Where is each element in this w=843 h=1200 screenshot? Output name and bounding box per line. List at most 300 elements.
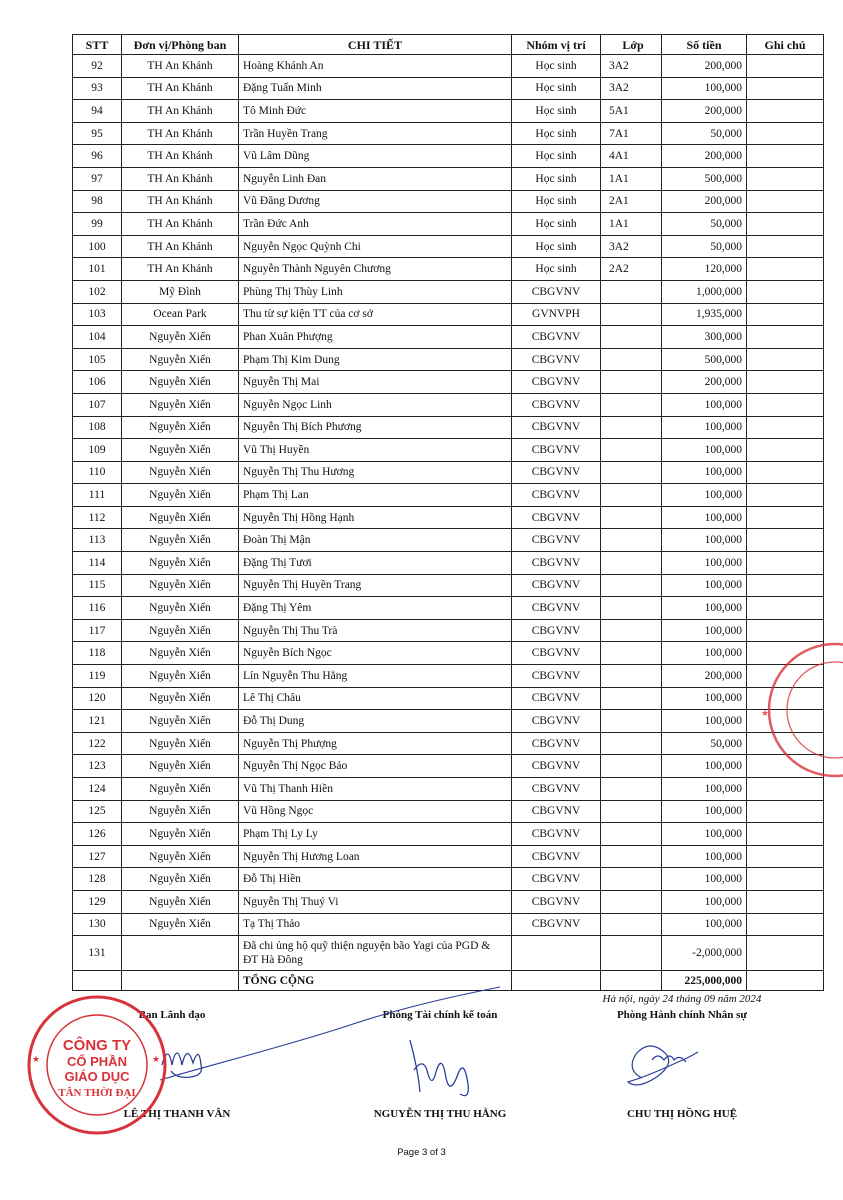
cell-group: CBGVNV: [512, 665, 601, 688]
table-row: [73, 167, 824, 190]
cell-note: [747, 100, 824, 123]
cell-unit: TH An Khánh: [122, 145, 239, 168]
cell-group: Học sinh: [512, 190, 601, 213]
cell-amount: 100,000: [662, 755, 747, 778]
cell-unit: Nguyễn Xiển: [122, 529, 239, 552]
cell-note: [747, 823, 824, 846]
table-row: [73, 348, 824, 371]
cell-group: GVNVPH: [512, 303, 601, 326]
cell-stt: 107: [73, 393, 122, 416]
cell-unit: Ocean Park: [122, 303, 239, 326]
finance-title: Phòng Tài chính kế toán: [382, 1009, 498, 1021]
cell-unit: TH An Khánh: [122, 77, 239, 100]
table-row: [73, 890, 824, 913]
cell-stt: 130: [73, 913, 122, 936]
cell-stt: 112: [73, 506, 122, 529]
cell-amount: 100,000: [662, 506, 747, 529]
cell-class: [601, 416, 662, 439]
cell-stt: 116: [73, 597, 122, 620]
cell-amount: 100,000: [662, 890, 747, 913]
table-row: [73, 280, 824, 303]
cell-stt: [73, 971, 122, 991]
table-row: [73, 642, 824, 665]
cell-class: 1A1: [601, 213, 662, 236]
cell-class: [601, 371, 662, 394]
cell-group: Học sinh: [512, 77, 601, 100]
cell-stt: 115: [73, 574, 122, 597]
page-number: Page 3 of 3: [397, 1147, 446, 1158]
cell-amount: 50,000: [662, 235, 747, 258]
cell-group: CBGVNV: [512, 529, 601, 552]
cell-class: 4A1: [601, 145, 662, 168]
cell-stt: 125: [73, 800, 122, 823]
cell-stt: 111: [73, 484, 122, 507]
cell-stt: 106: [73, 371, 122, 394]
cell-unit: TH An Khánh: [122, 235, 239, 258]
cell-stt: 127: [73, 845, 122, 868]
cell-stt: 94: [73, 100, 122, 123]
cell-class: [601, 506, 662, 529]
cell-detail: Nguyễn Thành Nguyên Chương: [239, 258, 512, 281]
cell-amount: 500,000: [662, 348, 747, 371]
cell-note: [747, 122, 824, 145]
cell-unit: Nguyễn Xiển: [122, 574, 239, 597]
table-row-last: [73, 936, 824, 971]
cell-amount: 100,000: [662, 823, 747, 846]
partial-stamp-icon: [755, 640, 843, 780]
table-row: [73, 529, 824, 552]
cell-note: [747, 303, 824, 326]
cell-note: [747, 778, 824, 801]
cell-unit: Nguyễn Xiển: [122, 755, 239, 778]
cell-amount: 100,000: [662, 710, 747, 733]
table-row: [73, 122, 824, 145]
cell-amount: -2,000,000: [662, 936, 747, 971]
cell-class: 2A1: [601, 190, 662, 213]
header-class: Lớp: [601, 35, 662, 55]
cell-group: CBGVNV: [512, 461, 601, 484]
hr-name: CHU THỊ HỒNG HUỆ: [626, 1108, 738, 1120]
cell-amount: 50,000: [662, 213, 747, 236]
cell-group: CBGVNV: [512, 416, 601, 439]
cell-stt: 96: [73, 145, 122, 168]
cell-group: CBGVNV: [512, 506, 601, 529]
cell-group: Học sinh: [512, 213, 601, 236]
cell-amount: 100,000: [662, 484, 747, 507]
cell-note: [747, 868, 824, 891]
cell-class: [601, 778, 662, 801]
cell-class: [601, 574, 662, 597]
cell-group: CBGVNV: [512, 619, 601, 642]
cell-amount: 100,000: [662, 913, 747, 936]
cell-group: CBGVNV: [512, 868, 601, 891]
cell-note: [747, 348, 824, 371]
cell-group: Học sinh: [512, 258, 601, 281]
table-row: [73, 235, 824, 258]
stamp-line-1: CÔNG TY: [62, 1037, 132, 1054]
cell-amount: 100,000: [662, 868, 747, 891]
cell-stt: 95: [73, 122, 122, 145]
cell-unit: Nguyễn Xiển: [122, 439, 239, 462]
cell-amount: 500,000: [662, 167, 747, 190]
cell-unit: Nguyễn Xiển: [122, 845, 239, 868]
cell-class: 3A2: [601, 55, 662, 78]
cell-detail: Phùng Thị Thùy Linh: [239, 280, 512, 303]
cell-note: [747, 800, 824, 823]
cell-class: [601, 687, 662, 710]
cell-unit: Nguyễn Xiển: [122, 461, 239, 484]
table-row: [73, 597, 824, 620]
cell-amount: 200,000: [662, 55, 747, 78]
cell-detail: Nguyễn Bích Ngọc: [239, 642, 512, 665]
cell-detail: Hoàng Khánh An: [239, 55, 512, 78]
cell-amount: 300,000: [662, 326, 747, 349]
stamp-line-2: CỔ PHẦN: [67, 1054, 127, 1069]
cell-stt: 109: [73, 439, 122, 462]
cell-detail: Tạ Thị Thảo: [239, 913, 512, 936]
table-row: [73, 303, 824, 326]
cell-class: [601, 303, 662, 326]
cell-stt: 99: [73, 213, 122, 236]
header-unit: Đơn vị/Phòng ban: [122, 35, 239, 55]
table-row: [73, 710, 824, 733]
cell-class: [601, 665, 662, 688]
cell-stt: 98: [73, 190, 122, 213]
cell-group: CBGVNV: [512, 890, 601, 913]
cell-detail: Nguyễn Thị Hồng Hạnh: [239, 506, 512, 529]
table-row: [73, 574, 824, 597]
donation-table: [72, 34, 824, 991]
cell-unit: Nguyễn Xiển: [122, 552, 239, 575]
leadership-name: LÊ THỊ THANH VÂN: [123, 1108, 231, 1120]
cell-class: [601, 845, 662, 868]
cell-detail: Nguyễn Thị Phượng: [239, 732, 512, 755]
cell-detail: Vũ Lâm Dũng: [239, 145, 512, 168]
cell-stt: 100: [73, 235, 122, 258]
table-row: [73, 145, 824, 168]
cell-detail: Đỗ Thị Hiền: [239, 868, 512, 891]
cell-group: CBGVNV: [512, 552, 601, 575]
cell-detail: Nguyễn Thị Ngọc Bảo: [239, 755, 512, 778]
cell-stt: 121: [73, 710, 122, 733]
cell-detail: Nguyễn Thị Mai: [239, 371, 512, 394]
table-row: [73, 552, 824, 575]
cell-stt: 128: [73, 868, 122, 891]
cell-unit: [122, 936, 239, 971]
cell-stt: 105: [73, 348, 122, 371]
table-row: [73, 77, 824, 100]
table-row: [73, 461, 824, 484]
cell-stt: 108: [73, 416, 122, 439]
cell-note: [747, 936, 824, 971]
cell-detail: Tô Minh Đức: [239, 100, 512, 123]
cell-stt: 117: [73, 619, 122, 642]
table-row: [73, 258, 824, 281]
cell-amount: 100,000: [662, 574, 747, 597]
table-row: [73, 506, 824, 529]
cell-class: 5A1: [601, 100, 662, 123]
cell-stt: 102: [73, 280, 122, 303]
table-row: [73, 913, 824, 936]
cell-stt: 92: [73, 55, 122, 78]
cell-group: CBGVNV: [512, 280, 601, 303]
cell-detail: Nguyễn Ngọc Linh: [239, 393, 512, 416]
cell-detail: Nguyễn Thị Bích Phương: [239, 416, 512, 439]
cell-note: [747, 167, 824, 190]
table-row: [73, 755, 824, 778]
cell-detail: Phạm Thị Lan: [239, 484, 512, 507]
cell-class: [601, 823, 662, 846]
cell-detail: Vũ Hồng Ngọc: [239, 800, 512, 823]
header-amount: Số tiền: [662, 35, 747, 55]
cell-unit: TH An Khánh: [122, 190, 239, 213]
cell-amount: 1,000,000: [662, 280, 747, 303]
cell-detail: Vũ Thị Thanh Hiền: [239, 778, 512, 801]
cell-amount: 1,935,000: [662, 303, 747, 326]
cell-class: [601, 971, 662, 991]
cell-detail: Phạm Thị Kim Dung: [239, 348, 512, 371]
cell-note: [747, 439, 824, 462]
cell-amount: 100,000: [662, 416, 747, 439]
cell-unit: Nguyễn Xiển: [122, 868, 239, 891]
cell-class: 3A2: [601, 235, 662, 258]
cell-class: [601, 800, 662, 823]
cell-stt: 131: [73, 936, 122, 971]
cell-amount: 100,000: [662, 393, 747, 416]
cell-group: CBGVNV: [512, 687, 601, 710]
table-row: [73, 732, 824, 755]
cell-group: CBGVNV: [512, 371, 601, 394]
cell-note: [747, 597, 824, 620]
cell-detail: Lê Thị Châu: [239, 687, 512, 710]
header-stt: STT: [73, 35, 122, 55]
cell-detail: Nguyễn Thị Thu Hương: [239, 461, 512, 484]
cell-group: CBGVNV: [512, 348, 601, 371]
cell-class: [601, 890, 662, 913]
company-stamp-icon: [22, 990, 172, 1140]
cell-stt: 118: [73, 642, 122, 665]
cell-group: CBGVNV: [512, 823, 601, 846]
cell-note: [747, 845, 824, 868]
cell-detail: Nguyễn Thị Thuý Vi: [239, 890, 512, 913]
cell-unit: TH An Khánh: [122, 55, 239, 78]
cell-detail: Nguyễn Linh Đan: [239, 167, 512, 190]
table-row: [73, 416, 824, 439]
total-amount: 225,000,000: [662, 971, 747, 991]
cell-class: [601, 597, 662, 620]
cell-detail: Trần Đức Anh: [239, 213, 512, 236]
cell-amount: 200,000: [662, 100, 747, 123]
cell-stt: 129: [73, 890, 122, 913]
cell-class: [601, 642, 662, 665]
cell-class: [601, 348, 662, 371]
cell-note: [747, 145, 824, 168]
cell-amount: 100,000: [662, 439, 747, 462]
cell-group: CBGVNV: [512, 597, 601, 620]
table-row: [73, 55, 824, 78]
table-row: [73, 619, 824, 642]
cell-group: Học sinh: [512, 235, 601, 258]
cell-amount: 50,000: [662, 732, 747, 755]
cell-unit: Nguyễn Xiển: [122, 416, 239, 439]
cell-unit: Nguyễn Xiển: [122, 800, 239, 823]
cell-detail: Vũ Thị Huyền: [239, 439, 512, 462]
table-header-row: [73, 35, 824, 55]
table-row: [73, 823, 824, 846]
cell-note: [747, 971, 824, 991]
cell-group: CBGVNV: [512, 710, 601, 733]
svg-text:★: ★: [152, 1054, 161, 1064]
stamp-line-3: GIÁO DỤC: [64, 1069, 130, 1084]
cell-unit: TH An Khánh: [122, 122, 239, 145]
cell-note: [747, 326, 824, 349]
table-row: [73, 845, 824, 868]
cell-stt: 113: [73, 529, 122, 552]
cell-note: [747, 371, 824, 394]
cell-note: [747, 529, 824, 552]
cell-note: [747, 552, 824, 575]
cell-group: Học sinh: [512, 122, 601, 145]
cell-unit: TH An Khánh: [122, 100, 239, 123]
cell-amount: 100,000: [662, 642, 747, 665]
cell-group: Học sinh: [512, 145, 601, 168]
cell-amount: 100,000: [662, 529, 747, 552]
cell-note: [747, 416, 824, 439]
cell-class: [601, 936, 662, 971]
total-label: TỔNG CỘNG: [239, 971, 512, 991]
leadership-title: Ban Lãnh đạo: [138, 1009, 206, 1021]
cell-note: [747, 77, 824, 100]
cell-class: 1A1: [601, 167, 662, 190]
cell-unit: Nguyễn Xiển: [122, 913, 239, 936]
cell-class: [601, 393, 662, 416]
cell-class: [601, 710, 662, 733]
cell-detail: Thu từ sự kiện TT của cơ sở: [239, 303, 512, 326]
cell-amount: 200,000: [662, 190, 747, 213]
cell-stt: 126: [73, 823, 122, 846]
cell-amount: 100,000: [662, 845, 747, 868]
cell-group: Học sinh: [512, 55, 601, 78]
cell-detail: Nguyễn Thị Thu Trà: [239, 619, 512, 642]
cell-unit: Nguyễn Xiển: [122, 619, 239, 642]
cell-note: [747, 484, 824, 507]
cell-detail: Nguyễn Thị Hương Loan: [239, 845, 512, 868]
table-row: [73, 778, 824, 801]
cell-detail: Đặng Thị Yêm: [239, 597, 512, 620]
svg-text:★: ★: [761, 708, 770, 718]
finance-signature: [400, 1030, 480, 1100]
cell-class: [601, 280, 662, 303]
cell-unit: Nguyễn Xiển: [122, 710, 239, 733]
cell-stt: 122: [73, 732, 122, 755]
table-row: [73, 868, 824, 891]
cell-detail: Đặng Thị Tươi: [239, 552, 512, 575]
stamp-line-4: TÂN THỜI ĐẠI: [58, 1087, 136, 1099]
cell-class: [601, 552, 662, 575]
cell-unit: Nguyễn Xiển: [122, 326, 239, 349]
cell-unit: Nguyễn Xiển: [122, 890, 239, 913]
cell-unit: Nguyễn Xiển: [122, 597, 239, 620]
cell-unit: TH An Khánh: [122, 213, 239, 236]
cell-detail: Lín Nguyễn Thu Hằng: [239, 665, 512, 688]
hr-signature: [622, 1038, 712, 1098]
cell-note: [747, 280, 824, 303]
signing-date: Hà nội, ngày 24 tháng 09 năm 2024: [602, 993, 762, 1005]
cell-group: CBGVNV: [512, 393, 601, 416]
cell-note: [747, 393, 824, 416]
cell-group: CBGVNV: [512, 800, 601, 823]
cell-unit: TH An Khánh: [122, 258, 239, 281]
cell-note: [747, 461, 824, 484]
cell-detail: Nguyễn Thị Huyền Trang: [239, 574, 512, 597]
cell-unit: Nguyễn Xiển: [122, 393, 239, 416]
cell-note: [747, 258, 824, 281]
cell-note: [747, 506, 824, 529]
cell-class: 3A2: [601, 77, 662, 100]
table-row: [73, 326, 824, 349]
cell-class: [601, 755, 662, 778]
cell-amount: 200,000: [662, 665, 747, 688]
cell-unit: Nguyễn Xiển: [122, 348, 239, 371]
cell-group: CBGVNV: [512, 574, 601, 597]
cell-amount: 120,000: [662, 258, 747, 281]
cell-note: [747, 890, 824, 913]
cell-note: [747, 235, 824, 258]
cell-stt: 93: [73, 77, 122, 100]
cell-group: CBGVNV: [512, 642, 601, 665]
table-row: [73, 687, 824, 710]
cell-group: CBGVNV: [512, 484, 601, 507]
cell-detail: Nguyễn Ngọc Quỳnh Chi: [239, 235, 512, 258]
header-note: Ghi chú: [747, 35, 824, 55]
cell-note: [747, 913, 824, 936]
cell-note: [747, 213, 824, 236]
cell-stt: 123: [73, 755, 122, 778]
table-row: [73, 213, 824, 236]
table-body: [73, 55, 824, 991]
cell-class: [601, 529, 662, 552]
cell-detail: Trần Huyền Trang: [239, 122, 512, 145]
cell-class: [601, 439, 662, 462]
table-row: [73, 484, 824, 507]
cell-unit: Nguyễn Xiển: [122, 506, 239, 529]
cell-stt: 103: [73, 303, 122, 326]
cell-amount: 100,000: [662, 461, 747, 484]
cell-group: CBGVNV: [512, 755, 601, 778]
cell-detail: Vũ Đăng Dương: [239, 190, 512, 213]
cell-class: 2A2: [601, 258, 662, 281]
cell-unit: TH An Khánh: [122, 167, 239, 190]
cell-unit: Nguyễn Xiển: [122, 484, 239, 507]
cell-group: CBGVNV: [512, 732, 601, 755]
table-row: [73, 190, 824, 213]
cell-stt: 124: [73, 778, 122, 801]
svg-text:★: ★: [32, 1054, 41, 1064]
table-row: [73, 800, 824, 823]
cell-detail: Đỗ Thị Dung: [239, 710, 512, 733]
cell-detail: Phan Xuân Phượng: [239, 326, 512, 349]
table-row: [73, 393, 824, 416]
cell-amount: 50,000: [662, 122, 747, 145]
cell-detail: Đã chi ủng hộ quỹ thiện nguyện bão Yagi của PGD & ĐT Hà Đông: [239, 936, 512, 971]
cell-group: [512, 936, 601, 971]
cell-class: 7A1: [601, 122, 662, 145]
cell-class: [601, 461, 662, 484]
cell-unit: Nguyễn Xiển: [122, 732, 239, 755]
cell-group: CBGVNV: [512, 913, 601, 936]
cell-class: [601, 913, 662, 936]
cell-class: [601, 868, 662, 891]
